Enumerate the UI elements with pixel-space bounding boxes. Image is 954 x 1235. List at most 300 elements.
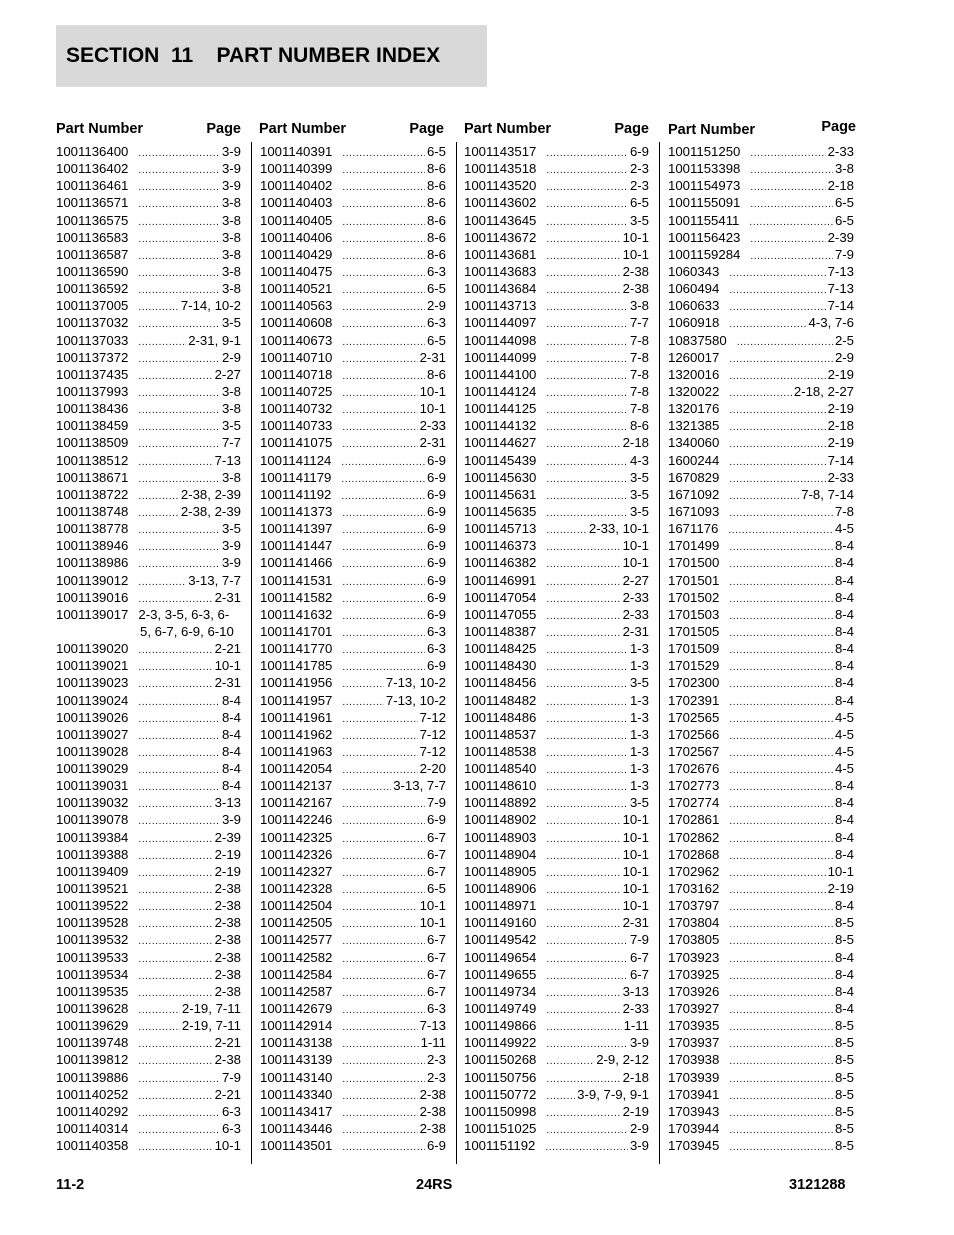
page-reference: 8-4 xyxy=(834,538,854,554)
dot-leader xyxy=(138,779,220,796)
part-number: 1001143501 xyxy=(260,1138,333,1154)
index-row xyxy=(464,194,649,211)
part-number: 1001139024 xyxy=(56,692,129,708)
index-row xyxy=(56,674,241,691)
part-number: 1001139748 xyxy=(56,1035,129,1051)
page-reference: 6-9 xyxy=(426,572,446,588)
part-number: 1671176 xyxy=(668,521,719,537)
dot-leader xyxy=(729,316,806,333)
part-number: 1001140718 xyxy=(260,366,333,382)
dot-leader xyxy=(546,933,628,950)
part-number: 1001142325 xyxy=(260,829,333,845)
index-row xyxy=(464,212,649,229)
index-row xyxy=(56,246,241,263)
dot-leader xyxy=(342,968,425,985)
index-row xyxy=(260,417,446,434)
dot-leader xyxy=(729,488,799,505)
dot-leader xyxy=(546,882,620,899)
dot-leader xyxy=(729,728,833,745)
page-reference: 3-8 xyxy=(221,195,241,211)
index-row xyxy=(260,829,446,846)
part-number: 1001136575 xyxy=(56,212,129,228)
part-number: 1001139032 xyxy=(56,795,129,811)
index-row xyxy=(464,1000,649,1017)
dot-leader xyxy=(138,162,220,179)
index-row xyxy=(668,349,854,366)
dot-leader xyxy=(545,1139,628,1156)
dot-leader xyxy=(342,848,425,865)
index-row xyxy=(56,966,241,983)
page-reference: 3-13, 7-7 xyxy=(393,778,446,794)
part-number: 1001142582 xyxy=(260,949,333,965)
index-row xyxy=(56,846,241,863)
page-reference: 3-9, 7-9, 9-1 xyxy=(577,1086,649,1102)
page-reference: 6-5 xyxy=(834,212,854,228)
dot-leader xyxy=(546,591,620,608)
dot-leader xyxy=(546,865,620,882)
dot-leader xyxy=(342,865,425,882)
dot-leader xyxy=(729,351,833,368)
part-number: 1703943 xyxy=(668,1103,720,1119)
part-number: 1001139012 xyxy=(56,572,129,588)
dot-leader xyxy=(546,968,628,985)
index-row xyxy=(668,1034,854,1051)
part-number: 1001142137 xyxy=(260,778,333,794)
dot-leader xyxy=(546,299,628,316)
page-reference: 2-38 xyxy=(622,263,649,279)
page-reference: 1-3 xyxy=(629,658,649,674)
page-reference: 8-4 xyxy=(221,726,241,742)
part-number: 1670829 xyxy=(668,469,720,485)
index-row xyxy=(668,606,854,623)
index-row xyxy=(668,966,854,983)
page-reference: 2-3 xyxy=(426,1052,446,1068)
index-row xyxy=(668,863,854,880)
part-number: 1001137435 xyxy=(56,366,129,382)
dot-leader xyxy=(546,642,628,659)
part-number: 1001138748 xyxy=(56,503,129,519)
dot-leader xyxy=(138,436,220,453)
dot-leader xyxy=(342,1019,417,1036)
dot-leader xyxy=(138,899,212,916)
page-reference: 2-38 xyxy=(419,1103,446,1119)
page-reference: 8-4 xyxy=(834,589,854,605)
dot-leader xyxy=(138,351,220,368)
part-number: 1060494 xyxy=(668,281,720,297)
page-reference: 2-38 xyxy=(419,1121,446,1137)
index-row xyxy=(668,160,854,177)
part-number: 1001150756 xyxy=(464,1069,537,1085)
index-row xyxy=(260,709,446,726)
part-number: 1001140673 xyxy=(260,332,333,348)
page-reference: 10-1 xyxy=(622,246,649,262)
part-number: 1001142584 xyxy=(260,966,333,982)
page-reference: 3-9 xyxy=(221,144,241,159)
index-row xyxy=(464,160,649,177)
part-number: 1001143517 xyxy=(464,144,537,159)
index-row xyxy=(464,1137,649,1154)
part-number: 1671093 xyxy=(668,503,720,519)
index-row xyxy=(464,297,649,314)
page-reference: 8-5 xyxy=(834,1035,854,1051)
page-reference: 6-9 xyxy=(426,486,446,502)
page-reference: 8-6 xyxy=(426,229,446,245)
part-number: 1001149734 xyxy=(464,983,537,999)
page-reference: 6-9 xyxy=(426,1138,446,1154)
dot-leader xyxy=(342,899,417,916)
index-row xyxy=(56,589,241,606)
part-number: 1701502 xyxy=(668,589,720,605)
page-reference: 8-6 xyxy=(426,246,446,262)
part-number: 1001149866 xyxy=(464,1018,537,1034)
part-number: 1703926 xyxy=(668,983,720,999)
index-row xyxy=(668,674,854,691)
dot-leader xyxy=(342,522,425,539)
part-number: 1001140405 xyxy=(260,212,333,228)
index-row xyxy=(56,760,241,777)
page-reference: 6-9 xyxy=(426,452,446,468)
part-number: 1001137033 xyxy=(56,332,129,348)
part-number: 1001148456 xyxy=(464,675,537,691)
dot-leader xyxy=(342,642,425,659)
dot-leader xyxy=(546,265,620,282)
page-reference: 2-33 xyxy=(622,606,649,622)
part-number: 1001147054 xyxy=(464,589,537,605)
page-reference: 6-7 xyxy=(426,829,446,845)
dot-leader xyxy=(138,539,220,556)
index-row xyxy=(668,452,854,469)
dot-leader xyxy=(729,762,833,779)
index-row xyxy=(464,486,649,503)
dot-leader xyxy=(138,882,212,899)
index-row xyxy=(260,554,446,571)
page-reference: 3-8 xyxy=(221,263,241,279)
page-reference: 2-38, 2-39 xyxy=(180,503,241,519)
dot-leader xyxy=(342,694,384,711)
dot-leader xyxy=(546,385,628,402)
index-row xyxy=(464,949,649,966)
dot-leader xyxy=(138,231,220,248)
index-row xyxy=(668,1017,854,1034)
dot-leader xyxy=(546,402,628,419)
page-reference: 2-38 xyxy=(214,983,241,999)
dot-leader xyxy=(546,1088,575,1105)
page-reference: 8-4 xyxy=(834,829,854,845)
page-reference: 2-31 xyxy=(419,349,446,365)
dot-leader xyxy=(546,556,620,573)
page-reference: 6-9 xyxy=(426,469,446,485)
part-number: 1001143140 xyxy=(260,1069,333,1085)
page-reference: 2-33 xyxy=(827,469,854,485)
index-row xyxy=(464,640,649,657)
index-row xyxy=(260,623,446,640)
dot-leader xyxy=(342,676,384,693)
page-reference: 3-5 xyxy=(221,418,241,434)
part-number: 1001150772 xyxy=(464,1086,537,1102)
index-row xyxy=(56,777,241,794)
index-row xyxy=(464,657,649,674)
page-reference: 7-13 xyxy=(214,452,241,468)
dot-leader xyxy=(138,214,220,231)
dot-leader xyxy=(729,419,825,436)
part-number: 1001139017 xyxy=(56,606,129,622)
index-row xyxy=(668,931,854,948)
index-row xyxy=(260,229,446,246)
index-row xyxy=(464,1069,649,1086)
page-reference: 6-5 xyxy=(426,281,446,297)
part-number: 1702773 xyxy=(668,778,720,794)
index-row xyxy=(260,760,446,777)
column-header xyxy=(260,119,446,143)
index-rows xyxy=(260,143,446,1154)
page-reference: 8-6 xyxy=(426,161,446,177)
part-number: 1001145713 xyxy=(464,521,537,537)
page-reference: 7-14, 10-2 xyxy=(180,298,241,314)
dot-leader xyxy=(138,1053,212,1070)
part-number: 1001148610 xyxy=(464,778,537,794)
part-number: 1001139023 xyxy=(56,675,129,691)
dot-leader xyxy=(342,796,425,813)
dot-leader xyxy=(546,471,628,488)
index-row xyxy=(668,537,854,554)
page-reference: 4-3, 7-6 xyxy=(808,315,854,331)
index-column-3 xyxy=(464,119,649,1154)
part-number: 1001148486 xyxy=(464,709,537,725)
page-reference: 8-4 xyxy=(221,709,241,725)
page-reference: 1-11 xyxy=(420,1035,446,1051)
page-reference: 4-3 xyxy=(629,452,649,468)
part-number: 1001148892 xyxy=(464,795,537,811)
part-number: 1001141466 xyxy=(260,555,333,571)
index-row xyxy=(668,503,854,520)
page-reference: 6-5 xyxy=(426,144,446,159)
page-reference: 6-3 xyxy=(426,641,446,657)
index-row xyxy=(260,297,446,314)
index-row xyxy=(668,777,854,794)
part-number: 1702774 xyxy=(668,795,720,811)
page-reference: 8-4 xyxy=(221,692,241,708)
part-number: 1001138459 xyxy=(56,418,129,434)
part-number: 1703937 xyxy=(668,1035,720,1051)
index-row xyxy=(464,366,649,383)
part-number: 1001140608 xyxy=(260,315,333,331)
dot-leader xyxy=(729,1139,833,1156)
index-row xyxy=(260,246,446,263)
index-row xyxy=(668,897,854,914)
index-row xyxy=(56,212,241,229)
index-row xyxy=(260,332,446,349)
page-reference: 7-13 xyxy=(827,263,854,279)
index-row xyxy=(668,246,854,263)
dot-leader xyxy=(342,334,425,351)
part-number: 1001139027 xyxy=(56,726,129,742)
part-number: 1001150998 xyxy=(464,1103,537,1119)
part-number: 1001141179 xyxy=(260,469,332,485)
part-number: 1703925 xyxy=(668,966,720,982)
page-reference: 2-31 xyxy=(214,589,241,605)
part-number: 1001146991 xyxy=(464,572,537,588)
page-reference: 8-4 xyxy=(834,606,854,622)
dot-leader xyxy=(546,522,587,539)
page-reference: 1-3 xyxy=(629,761,649,777)
dot-leader xyxy=(138,1122,220,1139)
index-row xyxy=(464,503,649,520)
index-row xyxy=(260,177,446,194)
page-reference: 2-39 xyxy=(827,229,854,245)
dot-leader xyxy=(546,779,628,796)
index-row xyxy=(464,589,649,606)
part-number: 1001138722 xyxy=(56,486,129,502)
page-reference: 2-19, 7-11 xyxy=(181,1001,241,1017)
page-reference: 2-31 xyxy=(622,623,649,639)
part-number: 1001148906 xyxy=(464,881,537,897)
page-reference: 6-3 xyxy=(221,1103,241,1119)
dot-leader xyxy=(737,334,833,351)
index-row xyxy=(668,589,854,606)
part-number: 1001140399 xyxy=(260,161,333,177)
dot-leader xyxy=(729,282,825,299)
index-row xyxy=(56,520,241,537)
footer-document-number: 3121288 xyxy=(789,1177,846,1193)
dot-leader xyxy=(342,1002,425,1019)
index-row xyxy=(464,229,649,246)
part-number: 1671092 xyxy=(668,486,720,502)
dot-leader xyxy=(729,1105,833,1122)
part-number: 1001149654 xyxy=(464,949,537,965)
page-reference: 3-8 xyxy=(834,161,854,177)
part-number: 1001148540 xyxy=(464,761,537,777)
index-row xyxy=(260,692,446,709)
dot-leader xyxy=(138,968,212,985)
dot-leader xyxy=(138,1105,220,1122)
dot-leader xyxy=(546,676,628,693)
index-row xyxy=(56,194,241,211)
page-reference: 3-5 xyxy=(629,486,649,502)
page-reference: 2-27 xyxy=(622,572,649,588)
part-number: 1701509 xyxy=(668,641,720,657)
index-row xyxy=(464,931,649,948)
index-row xyxy=(56,606,241,623)
page-reference: 7-8 xyxy=(629,383,649,399)
index-row xyxy=(56,811,241,828)
index-row xyxy=(668,794,854,811)
dot-leader xyxy=(546,488,628,505)
dot-leader xyxy=(750,248,833,265)
page-reference: 3-9 xyxy=(221,812,241,828)
part-number: 1001149655 xyxy=(464,966,537,982)
page-reference: 6-3 xyxy=(221,1121,241,1137)
part-number: 1001148971 xyxy=(464,898,537,914)
part-number: 1001139031 xyxy=(56,778,129,794)
part-number: 1001154973 xyxy=(668,178,741,194)
page-reference: 8-4 xyxy=(221,761,241,777)
page-reference: 10-1 xyxy=(419,898,446,914)
part-number: 1001139534 xyxy=(56,966,129,982)
page-reference: 8-5 xyxy=(834,1103,854,1119)
index-row xyxy=(668,657,854,674)
dot-leader xyxy=(138,642,212,659)
dot-leader xyxy=(546,334,628,351)
part-number: 1001142505 xyxy=(260,915,333,931)
dot-leader xyxy=(138,745,220,762)
part-number: 1702300 xyxy=(668,675,720,691)
part-number: 1001148902 xyxy=(464,812,537,828)
dot-leader xyxy=(138,796,212,813)
part-number: 1320016 xyxy=(668,366,720,382)
index-row xyxy=(668,400,854,417)
page-reference: 8-4 xyxy=(221,778,241,794)
index-row xyxy=(56,417,241,434)
dot-leader xyxy=(342,316,425,333)
dot-leader xyxy=(342,933,425,950)
index-row xyxy=(260,880,446,897)
part-number: 1001136402 xyxy=(56,161,129,177)
index-row xyxy=(464,1051,649,1068)
index-row xyxy=(464,606,649,623)
dot-leader xyxy=(138,659,212,676)
part-number: 1702962 xyxy=(668,863,720,879)
dot-leader xyxy=(729,694,833,711)
page-reference: 2-18 xyxy=(622,435,649,451)
part-number: 1001139078 xyxy=(56,812,129,828)
part-number: 1001140406 xyxy=(260,229,333,245)
page-reference: 8-4 xyxy=(834,812,854,828)
page-reference: 10-1 xyxy=(622,538,649,554)
part-number: 1702391 xyxy=(668,692,720,708)
index-row xyxy=(260,589,446,606)
page-reference: 3-5 xyxy=(629,795,649,811)
page-reference: 3-8 xyxy=(221,401,241,417)
index-row xyxy=(464,349,649,366)
index-row xyxy=(668,983,854,1000)
part-number: 1703923 xyxy=(668,949,720,965)
page-reference: 4-5 xyxy=(834,726,854,742)
part-number: 1703941 xyxy=(668,1086,720,1102)
dot-leader xyxy=(729,1002,833,1019)
index-row xyxy=(56,726,241,743)
page-reference: 2-18 xyxy=(622,1069,649,1085)
dot-leader xyxy=(546,454,628,471)
dot-leader xyxy=(341,471,425,488)
part-number: 1001140725 xyxy=(260,383,333,399)
index-row xyxy=(260,280,446,297)
page-reference: 10-1 xyxy=(622,812,649,828)
page-reference: 7-9 xyxy=(834,246,854,262)
page-reference: 6-5 xyxy=(629,195,649,211)
page-reference: 2-21 xyxy=(214,641,241,657)
index-row xyxy=(668,469,854,486)
page-reference: 3-5 xyxy=(221,521,241,537)
part-number: 1001144098 xyxy=(464,332,537,348)
index-row xyxy=(260,263,446,280)
dot-leader xyxy=(729,848,833,865)
dot-leader xyxy=(342,402,417,419)
page-reference: 1-3 xyxy=(629,743,649,759)
dot-leader xyxy=(138,402,220,419)
part-number: 1001139026 xyxy=(56,709,129,725)
part-number: 1001146373 xyxy=(464,538,537,554)
index-row xyxy=(668,383,854,400)
part-number: 1702862 xyxy=(668,829,720,845)
index-row xyxy=(464,400,649,417)
part-number: 1001141075 xyxy=(260,435,333,451)
dot-leader xyxy=(729,796,833,813)
part-number: 1001144124 xyxy=(464,383,537,399)
page-reference: 3-13 xyxy=(214,795,241,811)
index-row xyxy=(464,332,649,349)
page-reference: 7-12 xyxy=(419,743,446,759)
dot-leader xyxy=(138,933,212,950)
